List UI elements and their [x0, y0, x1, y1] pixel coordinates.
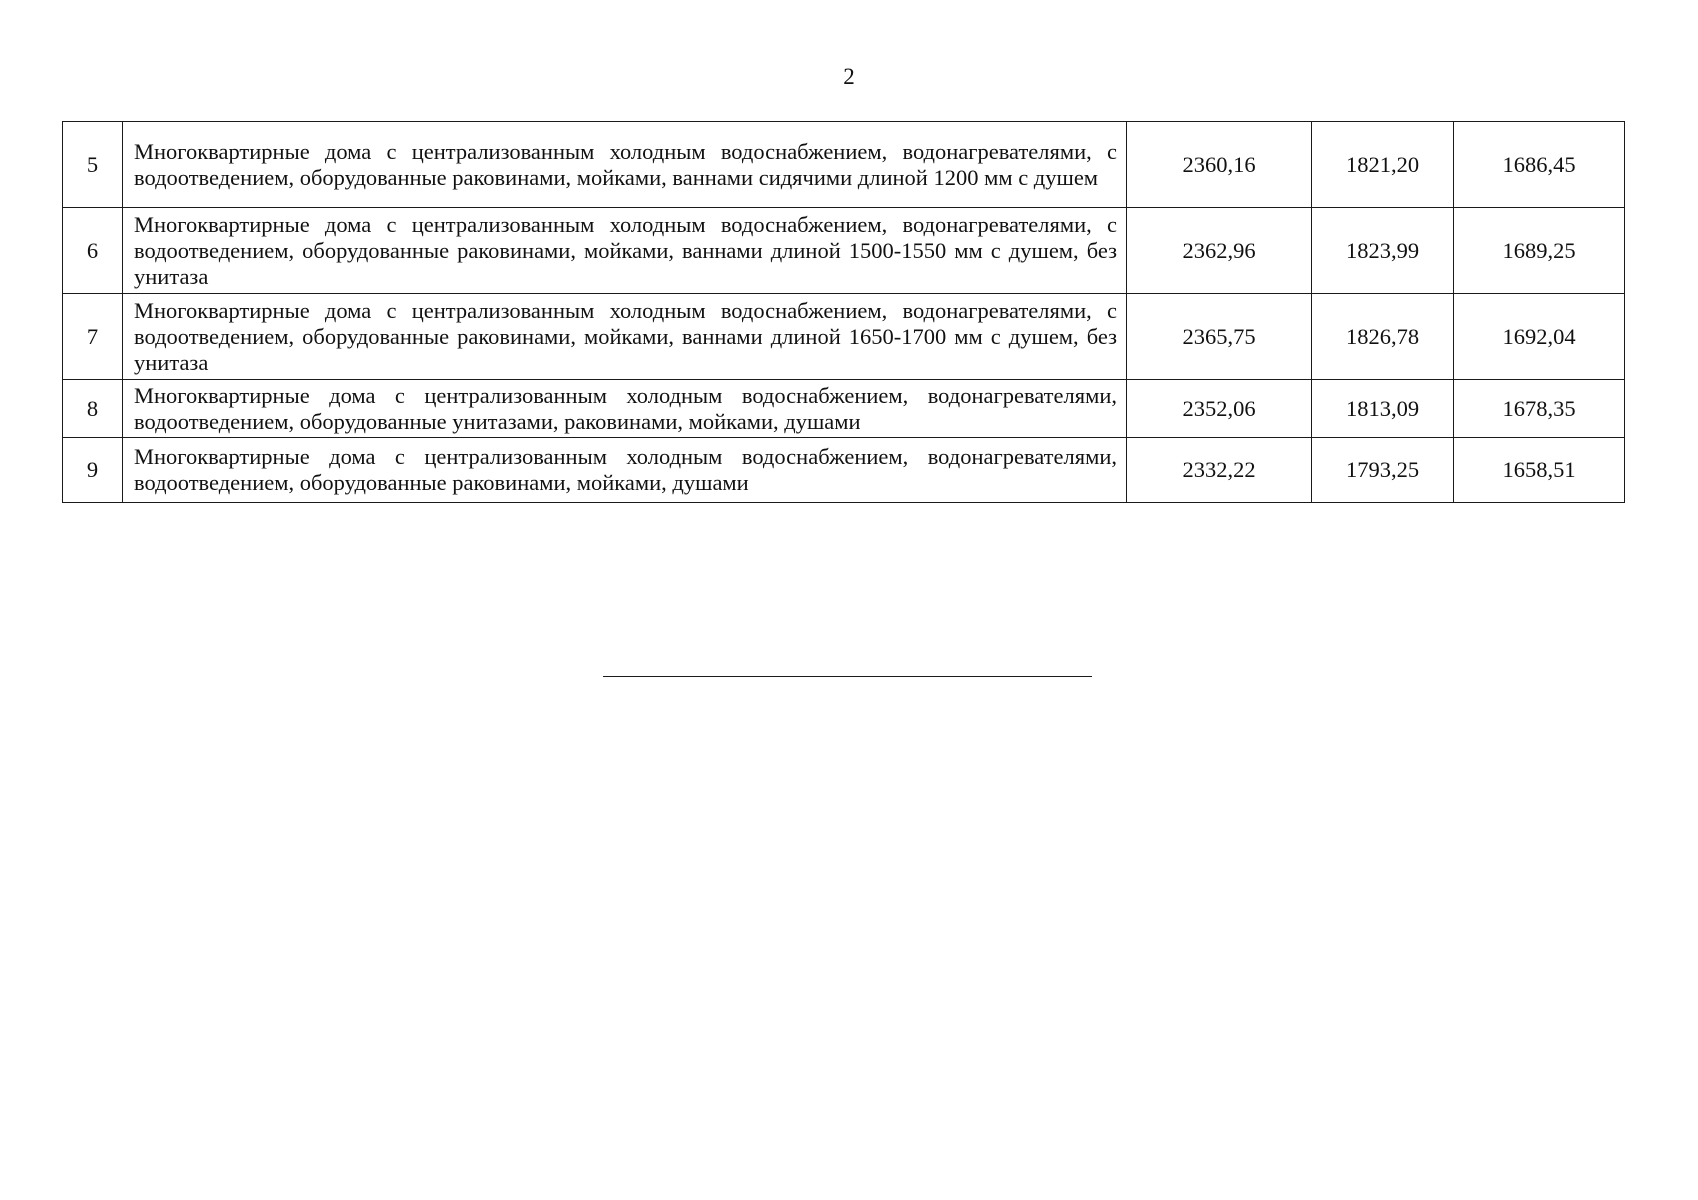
table-row	[63, 438, 1625, 503]
row-value-3: 1689,25	[1454, 208, 1625, 294]
row-description: Многоквартирные дома с централизованным холодным водоснабжением, водонагревателями, водоотведением, оборудованные раковинами, мойками, душами	[123, 438, 1127, 503]
row-number: 7	[63, 294, 123, 380]
row-number: 9	[63, 438, 123, 503]
row-value-2: 1793,25	[1312, 438, 1454, 503]
row-value-3: 1678,35	[1454, 380, 1625, 438]
row-description: Многоквартирные дома с централизованным холодным водоснабжением, водонагревателями, с водоотведением, оборудованные раковинами, мойками, ваннами сидячими длиной 1200 мм с душем	[123, 122, 1127, 208]
row-number: 5	[63, 122, 123, 208]
row-value-1: 2360,16	[1127, 122, 1312, 208]
row-value-2: 1821,20	[1312, 122, 1454, 208]
end-separator-line	[603, 676, 1092, 677]
row-value-2: 1813,09	[1312, 380, 1454, 438]
row-value-1: 2362,96	[1127, 208, 1312, 294]
row-value-2: 1826,78	[1312, 294, 1454, 380]
row-description: Многоквартирные дома с централизованным холодным водоснабжением, водонагревателями, водоотведением, оборудованные унитазами, раковинами, мойками, душами	[123, 380, 1127, 438]
row-description: Многоквартирные дома с централизованным холодным водоснабжением, водонагревателями, с водоотведением, оборудованные раковинами, мойками, ваннами длиной 1500-1550 мм с душем, без унитаза	[123, 208, 1127, 294]
row-value-2: 1823,99	[1312, 208, 1454, 294]
row-number: 8	[63, 380, 123, 438]
row-description: Многоквартирные дома с централизованным холодным водоснабжением, водонагревателями, с водоотведением, оборудованные раковинами, мойками, ваннами длиной 1650-1700 мм с душем, без унитаза	[123, 294, 1127, 380]
table-row	[63, 294, 1625, 380]
row-value-3: 1686,45	[1454, 122, 1625, 208]
row-value-1: 2352,06	[1127, 380, 1312, 438]
row-value-1: 2365,75	[1127, 294, 1312, 380]
row-value-3: 1658,51	[1454, 438, 1625, 503]
table-row	[63, 122, 1625, 208]
row-number: 6	[63, 208, 123, 294]
table-row	[63, 380, 1625, 438]
table-row	[63, 208, 1625, 294]
row-value-3: 1692,04	[1454, 294, 1625, 380]
page-number: 2	[843, 64, 855, 89]
rates-table	[62, 121, 1625, 503]
row-value-1: 2332,22	[1127, 438, 1312, 503]
